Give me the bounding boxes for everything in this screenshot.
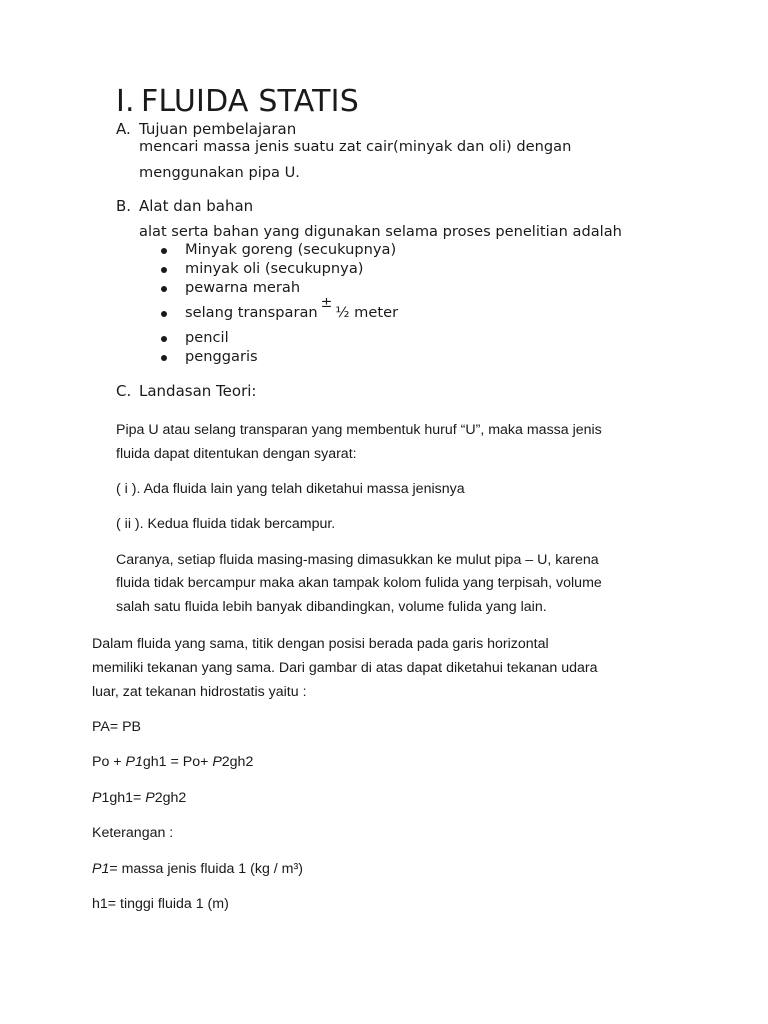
- body-paragraph-line2: memiliki tekanan yang sama. Dari gambar di atas dapat diketahui tekanan udara: [92, 660, 598, 676]
- bullet-icon: [161, 336, 167, 342]
- page-title: [116, 84, 359, 119]
- section-c-heading: [116, 382, 256, 400]
- bullet-icon: [161, 248, 167, 254]
- definition-2: h1= tinggi fluida 1 (m): [92, 896, 229, 912]
- section-a-letter: A.: [116, 120, 131, 138]
- equation-3: P1gh1= P2gh2: [92, 790, 187, 806]
- section-c-title: Landasan Teori:: [139, 382, 257, 400]
- section-a-line1: mencari massa jenis suatu zat cair(minyak dan oli) dengan: [139, 138, 572, 155]
- bullet-icon: [161, 286, 167, 292]
- theory-p1-line1: Pipa U atau selang transparan yang membentuk huruf “U”, maka massa jenis: [116, 422, 602, 438]
- condition-2: ( ii ). Kedua fluida tidak bercampur.: [116, 516, 336, 532]
- section-a-title: Tujuan pembelajaran: [139, 120, 297, 138]
- equation-1: PA= PB: [92, 719, 142, 735]
- section-b-intro: alat serta bahan yang digunakan selama proses penelitian adalah: [139, 223, 622, 240]
- theory-p2-line3: salah satu fluida lebih banyak dibandingkan, volume fulida yang lain.: [116, 599, 547, 615]
- section-b-letter: B.: [116, 197, 132, 215]
- bullet-icon: [161, 311, 167, 317]
- theory-p2-line2: fluida tidak bercampur maka akan tampak kolom fulida yang terpisah, volume: [116, 575, 602, 591]
- theory-p2-line1: Caranya, setiap fluida masing-masing dimasukkan ke mulut pipa – U, karena: [116, 552, 599, 568]
- section-b-heading: [116, 197, 253, 215]
- document-page: I. FLUIDA STATIS A. Tujuan pembelajaran mencari massa jenis suatu zat cair(minyak dan oli) dengan menggunakan pipa U. B. Alat dan bahan alat serta bahan yang digunakan selama proses penelitian adalah Minyak goreng (secukupnya) minyak oli (secukupnya) pewarna merah selang transparan±½ meter pencil penggaris C. Landasan Teori: Pipa U atau selang transparan yang membentuk huruf “U”, maka massa jenis fluida dapat ditentukan dengan syarat: ( i ). Ada fluida lain yang telah diketahui massa jenisnya ( ii ). Kedua fluida tidak bercampur. Caranya, setiap fluida masing-masing dimasukkan ke mulut pipa – U, karena fluida tidak bercampur maka akan tampak kolom fulida yang terpisah, volume salah satu fluida lebih banyak dibandingkan, volume fulida yang lain. Dalam fluida yang sama, titik dengan posisi berada pada garis horizontal memiliki tekanan yang sama. Dari gambar di atas dapat diketahui tekanan udara luar, zat tekanan hidrostatis yaitu : PA= PB Po + P1gh1 = Po+ P2gh2 P1gh1= P2gh2 Keterangan : P1= massa jenis fluida 1 (kg / m³) h1= tinggi fluida 1 (m): [92, 84, 622, 912]
- heading-number: I.: [116, 84, 135, 119]
- section-a-line2: menggunakan pipa U.: [139, 164, 300, 181]
- keterangan-label: Keterangan :: [92, 825, 174, 841]
- bullet-icon: [161, 355, 167, 361]
- definition-1: P1= massa jenis fluida 1 (kg / m³): [92, 861, 303, 877]
- section-a-heading: [116, 120, 296, 138]
- section-c-letter: C.: [116, 382, 132, 400]
- bullet-icon: [161, 267, 167, 273]
- equation-2: Po + P1gh1 = Po+ P2gh2: [92, 754, 254, 770]
- plus-minus-symbol: ±: [320, 295, 333, 311]
- section-b-title: Alat dan bahan: [139, 197, 254, 215]
- heading-title: FLUIDA STATIS: [141, 84, 359, 119]
- body-paragraph-line3: luar, zat tekanan hidrostatis yaitu :: [92, 684, 307, 700]
- condition-1: ( i ). Ada fluida lain yang telah diketahui massa jenisnya: [116, 481, 465, 497]
- theory-p1-line2: fluida dapat ditentukan dengan syarat:: [116, 446, 357, 462]
- body-paragraph-line1: Dalam fluida yang sama, titik dengan posisi berada pada garis horizontal: [92, 636, 549, 652]
